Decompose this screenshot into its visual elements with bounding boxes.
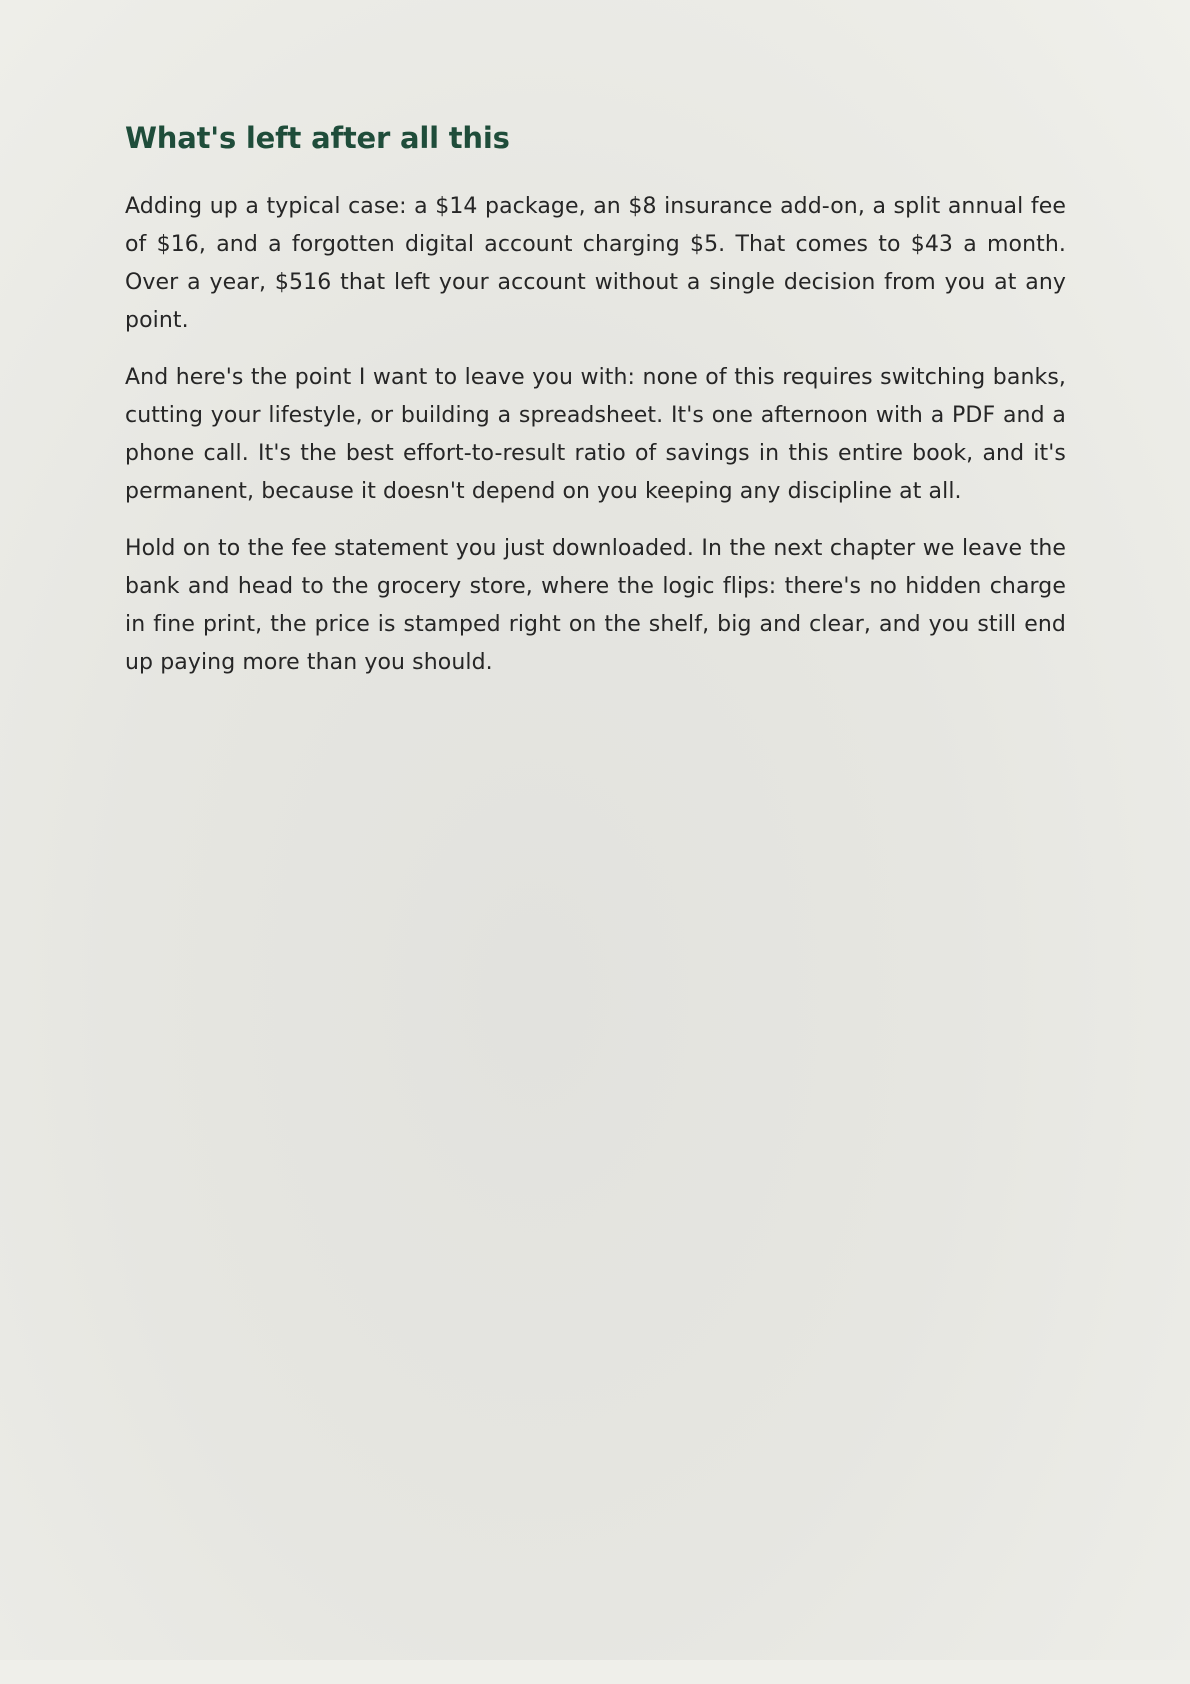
section-content (125, 112, 1066, 701)
paragraph-3: Hold on to the fee statement you just downloaded. In the next chapter we leave the bank and head to the grocery store, where the logic flips: there's no hidden charge in fine print, the price is stamped right on the shelf, big and clear, and you still end up paying more than you should. (125, 536, 1066, 675)
page-bottom-edge (0, 1660, 1190, 1684)
section-title: What's left after all this (125, 121, 510, 155)
paragraph-1: Adding up a typical case: a $14 package, an $8 insurance add-on, a split annual fee of $16, and a forgotten digital account charging $5. That comes to $43 a month. Over a year, $516 that left your account without a single decision from you at any point. (125, 194, 1066, 333)
paragraph-2: And here's the point I want to leave you with: none of this requires switching banks, cutting your lifestyle, or building a spreadsheet. It's one afternoon with a PDF and a phone call. It's the best effort-to-result ratio of savings in this entire book, and it's permanent, because it doesn't depend on you keeping any discipline at all. (125, 365, 1066, 504)
